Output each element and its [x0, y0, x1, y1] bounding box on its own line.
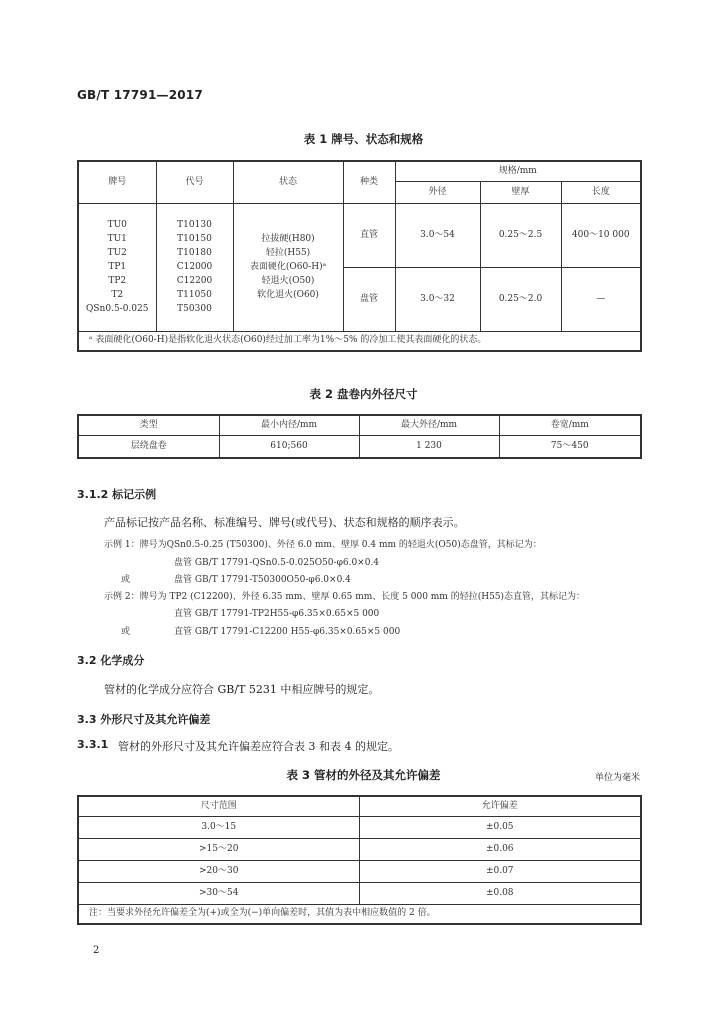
- table3-header: 允许偏差: [359, 796, 641, 816]
- table3-cell: ±0.08: [359, 882, 641, 904]
- kind-cell: 直管: [343, 203, 395, 267]
- section-3-1-2-intro: 产品标记按产品名称、标准编号、牌号(或代号)、状态和规格的顺序表示。: [104, 516, 465, 529]
- header-grade: 牌号: [78, 161, 156, 203]
- header-wall: 壁厚: [480, 181, 561, 203]
- header-length: 长度: [561, 181, 641, 203]
- table2-header: 最小内径/mm: [219, 415, 359, 435]
- table1-footnote: ᵃ 表面硬化(O60-H)是指软化退火状态(O60)经过加工率为1%～5% 的冷加工使其表面硬化的状态。: [78, 331, 641, 351]
- table2-cell: 1 230: [359, 435, 499, 458]
- section-3-3-heading: 3.3 外形尺寸及其允许偏差: [77, 713, 211, 726]
- table2-header: 卷宽/mm: [499, 415, 641, 435]
- table3-cell: ±0.05: [359, 816, 641, 838]
- header-state: 状态: [233, 161, 343, 203]
- table1: [77, 160, 642, 352]
- code-item: C12200: [176, 276, 213, 286]
- section-3-1-2-heading: 3.1.2 标记示例: [77, 488, 157, 501]
- table3-cell: ±0.07: [359, 860, 641, 882]
- table3-cell: >15～20: [78, 838, 359, 860]
- header-code: 代号: [156, 161, 233, 203]
- header-od: 外径: [395, 181, 480, 203]
- section-3-2-heading: 3.2 化学成分: [77, 654, 145, 667]
- grade-list: [78, 203, 156, 331]
- example-1-text: 示例 1：牌号为QSn0.5-0.25 (T50300)、外径 6.0 mm、壁厚 0.4 mm 的轻退火(O50)态盘管，其标记为：: [104, 540, 542, 550]
- section-3-3-1-label: 3.3.1: [77, 738, 109, 751]
- table3-note: 注：当要求外径允许偏差全为(+)或全为(−)单向偏差时，其值为表中相应数值的 2 倍。: [78, 904, 641, 924]
- code-item: T50300: [177, 304, 212, 314]
- code-item: C12000: [176, 262, 213, 272]
- standard-number: GB/T 17791—2017: [77, 88, 203, 102]
- table2-cell: 610;560: [219, 435, 359, 458]
- od-cell: 3.0～54: [395, 203, 480, 267]
- grade-item: TP2: [108, 276, 127, 286]
- wall-cell: 0.25～2.0: [480, 267, 561, 331]
- example-1-mark-alt: 盘管 GB/T 17791-T50300O50-φ6.0×0.4: [174, 575, 351, 585]
- example-2-mark: 直管 GB/T 17791-TP2H55-φ6.35×0.65×5 000: [174, 609, 380, 619]
- table3-caption: 表 3 管材的外径及其允许偏差: [286, 768, 441, 782]
- example-2-or: 或: [121, 627, 131, 637]
- wall-cell: 0.25～2.5: [480, 203, 561, 267]
- grade-item: TU2: [107, 248, 127, 258]
- table2-header: 最大外径/mm: [359, 415, 499, 435]
- kind-cell: 盘管: [343, 267, 395, 331]
- code-item: T10150: [177, 234, 212, 244]
- table3: [77, 795, 642, 925]
- table3-cell: 3.0～15: [78, 816, 359, 838]
- table2-header: 类型: [78, 415, 219, 435]
- table3-cell: ±0.06: [359, 838, 641, 860]
- length-cell: —: [561, 267, 641, 331]
- length-cell: 400～10 000: [561, 203, 641, 267]
- header-spec: 规格/mm: [395, 161, 641, 181]
- table3-cell: >20～30: [78, 860, 359, 882]
- header-kind: 种类: [343, 161, 395, 203]
- table1-caption: 表 1 牌号、状态和规格: [303, 132, 424, 146]
- grade-item: TP1: [108, 262, 127, 272]
- grade-item: TU0: [107, 220, 127, 230]
- example-2-mark-alt: 直管 GB/T 17791-C12200 H55-φ6.35×0.65×5 000: [174, 627, 401, 637]
- state-list: [233, 203, 343, 331]
- example-2-text: 示例 2：牌号为 TP2 (C12200)、外径 6.35 mm、壁厚 0.65 mm、长度 5 000 mm 的轻拉(H55)态直管，其标记为：: [104, 592, 586, 602]
- table2: [77, 414, 642, 459]
- page-number: 2: [93, 945, 100, 956]
- table2-cell: 层绕盘卷: [78, 435, 219, 458]
- state-item: 拉拔硬(H80): [261, 234, 315, 244]
- code-item: T10180: [177, 248, 212, 258]
- state-item: 表面硬化(O60-H)ᵃ: [249, 262, 327, 272]
- section-3-2-text: 管材的化学成分应符合 GB/T 5231 中相应牌号的规定。: [104, 683, 380, 696]
- state-item: 轻退火(O50): [261, 276, 315, 286]
- grade-item: QSn0.5-0.025: [86, 304, 149, 314]
- state-item: 软化退火(O60): [257, 290, 319, 300]
- code-item: T10130: [177, 220, 212, 230]
- table2-cell: 75～450: [499, 435, 641, 458]
- grade-item: T2: [111, 290, 124, 300]
- table3-unit: 单位为毫米: [594, 773, 640, 783]
- table3-header: 尺寸范围: [78, 796, 359, 816]
- example-1-or: 或: [121, 575, 131, 585]
- example-1-mark: 盘管 GB/T 17791-QSn0.5-0.025O50-φ6.0×0.4: [174, 558, 380, 568]
- od-cell: 3.0～32: [395, 267, 480, 331]
- grade-item: TU1: [107, 234, 127, 244]
- section-3-3-1-text: 管材的外形尺寸及其允许偏差应符合表 3 和表 4 的规定。: [118, 740, 399, 753]
- code-item: T11050: [177, 290, 212, 300]
- state-item: 轻拉(H55): [265, 248, 311, 258]
- table3-cell: >30～54: [78, 882, 359, 904]
- code-list: [156, 203, 233, 331]
- table2-caption: 表 2 盘卷内外径尺寸: [309, 387, 418, 401]
